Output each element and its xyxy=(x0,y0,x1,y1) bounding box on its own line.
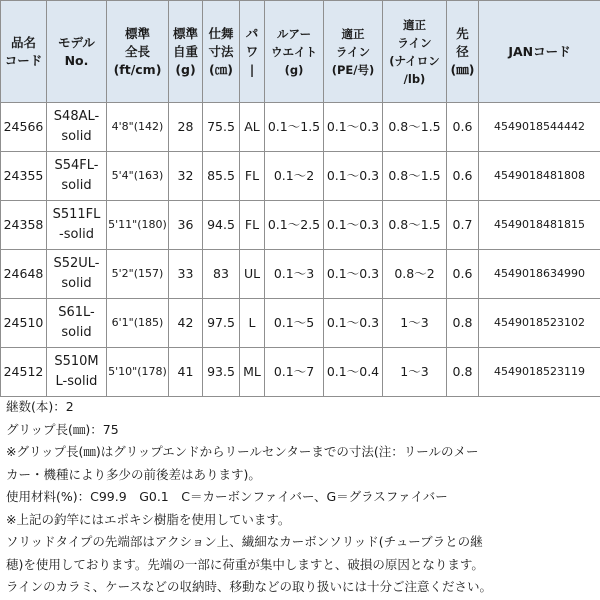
header-code: 品名 コード xyxy=(1,1,47,103)
cell-tip: 0.8 xyxy=(447,348,479,397)
cell-lure: 0.1～5 xyxy=(265,299,324,348)
cell-power: AL xyxy=(240,103,265,152)
cell-weight: 28 xyxy=(169,103,203,152)
note-line: 使用材料(%)：C99.9 G0.1 C＝カーボンファイバー、G＝グラスファイバー xyxy=(6,489,448,504)
cell-weight: 41 xyxy=(169,348,203,397)
cell-weight: 42 xyxy=(169,299,203,348)
cell-line-pe: 0.1～0.3 xyxy=(324,201,383,250)
table-row xyxy=(1,103,600,152)
note-line: ソリッドタイプの先端部はアクション上、繊細なカーボンソリッド(チューブラとの継 xyxy=(6,534,483,549)
cell-tip: 0.6 xyxy=(447,152,479,201)
cell-line-nylon: 0.8～1.5 xyxy=(383,152,447,201)
header-power: パ ワ | xyxy=(240,1,265,103)
cell-power: FL xyxy=(240,201,265,250)
cell-lure: 0.1～2.5 xyxy=(265,201,324,250)
cell-line-pe: 0.1～0.3 xyxy=(324,250,383,299)
cell-tip: 0.6 xyxy=(447,250,479,299)
cell-dimension: 94.5 xyxy=(203,201,240,250)
header-model: モデル No. xyxy=(47,1,107,103)
cell-model: S52UL- solid xyxy=(47,250,107,299)
note-line: ラインのカラミ、ケースなどの収納時、移動などの取り扱いには十分ご注意ください。 xyxy=(6,579,493,594)
cell-power: UL xyxy=(240,250,265,299)
cell-dimension: 85.5 xyxy=(203,152,240,201)
cell-power: L xyxy=(240,299,265,348)
cell-length: 5'2"(157) xyxy=(107,250,169,299)
cell-model: S54FL- solid xyxy=(47,152,107,201)
note-line: ※上記の釣竿にはエポキシ樹脂を使用しています。 xyxy=(6,511,291,527)
cell-weight: 32 xyxy=(169,152,203,201)
note-line: カー・機種により多少の前後差はあります)。 xyxy=(6,466,261,482)
cell-tip: 0.6 xyxy=(447,103,479,152)
cell-code: 24648 xyxy=(1,250,47,299)
cell-dimension: 83 xyxy=(203,250,240,299)
cell-line-pe: 0.1～0.3 xyxy=(324,103,383,152)
cell-length: 5'4"(163) xyxy=(107,152,169,201)
table-row xyxy=(1,152,600,201)
cell-length: 5'10"(178) xyxy=(107,348,169,397)
header-jan: JANコード xyxy=(479,1,600,103)
cell-code: 24512 xyxy=(1,348,47,397)
cell-line-pe: 0.1～0.4 xyxy=(324,348,383,397)
table-row xyxy=(1,299,600,348)
cell-model: S61L- solid xyxy=(47,299,107,348)
cell-jan: 4549018523102 xyxy=(479,299,600,348)
header-length: 標準 全長 (ft/cm) xyxy=(107,1,169,103)
cell-model: S510M L-solid xyxy=(47,348,107,397)
cell-tip: 0.8 xyxy=(447,299,479,348)
cell-lure: 0.1～3 xyxy=(265,250,324,299)
cell-line-nylon: 0.8～2 xyxy=(383,250,447,299)
header-line-nylon: 適正 ライン (ナイロン /lb) xyxy=(383,1,447,103)
cell-line-pe: 0.1～0.3 xyxy=(324,299,383,348)
note-line: グリップ長(㎜)：75 xyxy=(6,421,119,437)
header-line-pe: 適正 ライン (PE/号) xyxy=(324,1,383,103)
note-line: 穂)を使用しております。先端の一部に荷重が集中しますと、破損の原因となります。 xyxy=(6,556,484,572)
cell-dimension: 97.5 xyxy=(203,299,240,348)
table-row xyxy=(1,348,600,397)
cell-lure: 0.1～1.5 xyxy=(265,103,324,152)
cell-dimension: 93.5 xyxy=(203,348,240,397)
cell-model: S511FL -solid xyxy=(47,201,107,250)
cell-lure: 0.1～7 xyxy=(265,348,324,397)
cell-code: 24566 xyxy=(1,103,47,152)
cell-code: 24510 xyxy=(1,299,47,348)
header-tip: 先 径 (㎜) xyxy=(447,1,479,103)
header-weight: 標準 自重 (g) xyxy=(169,1,203,103)
header-dimension: 仕舞 寸法 (㎝) xyxy=(203,1,240,103)
cell-jan: 4549018523119 xyxy=(479,348,600,397)
table-row xyxy=(1,201,600,250)
cell-jan: 4549018481808 xyxy=(479,152,600,201)
cell-line-nylon: 0.8～1.5 xyxy=(383,201,447,250)
cell-model: S48AL- solid xyxy=(47,103,107,152)
spec-notes xyxy=(6,396,598,599)
cell-length: 5'11"(180) xyxy=(107,201,169,250)
cell-length: 6'1"(185) xyxy=(107,299,169,348)
cell-code: 24355 xyxy=(1,152,47,201)
header-lure-weight: ルアー ウエイト (g) xyxy=(265,1,324,103)
cell-line-nylon: 0.8～1.5 xyxy=(383,103,447,152)
note-line: 継数(本)：2 xyxy=(6,399,74,414)
cell-lure: 0.1～2 xyxy=(265,152,324,201)
cell-jan: 4549018544442 xyxy=(479,103,600,152)
table-row xyxy=(1,250,600,299)
cell-power: FL xyxy=(240,152,265,201)
cell-weight: 33 xyxy=(169,250,203,299)
cell-line-nylon: 1～3 xyxy=(383,348,447,397)
cell-line-nylon: 1～3 xyxy=(383,299,447,348)
cell-code: 24358 xyxy=(1,201,47,250)
cell-dimension: 75.5 xyxy=(203,103,240,152)
header-row xyxy=(1,1,600,103)
cell-jan: 4549018481815 xyxy=(479,201,600,250)
cell-weight: 36 xyxy=(169,201,203,250)
cell-length: 4'8"(142) xyxy=(107,103,169,152)
note-line: ※グリップ長(㎜)はグリップエンドからリールセンターまでの寸法(注：リールのメー xyxy=(6,444,479,459)
cell-tip: 0.7 xyxy=(447,201,479,250)
cell-line-pe: 0.1～0.3 xyxy=(324,152,383,201)
cell-power: ML xyxy=(240,348,265,397)
cell-jan: 4549018634990 xyxy=(479,250,600,299)
